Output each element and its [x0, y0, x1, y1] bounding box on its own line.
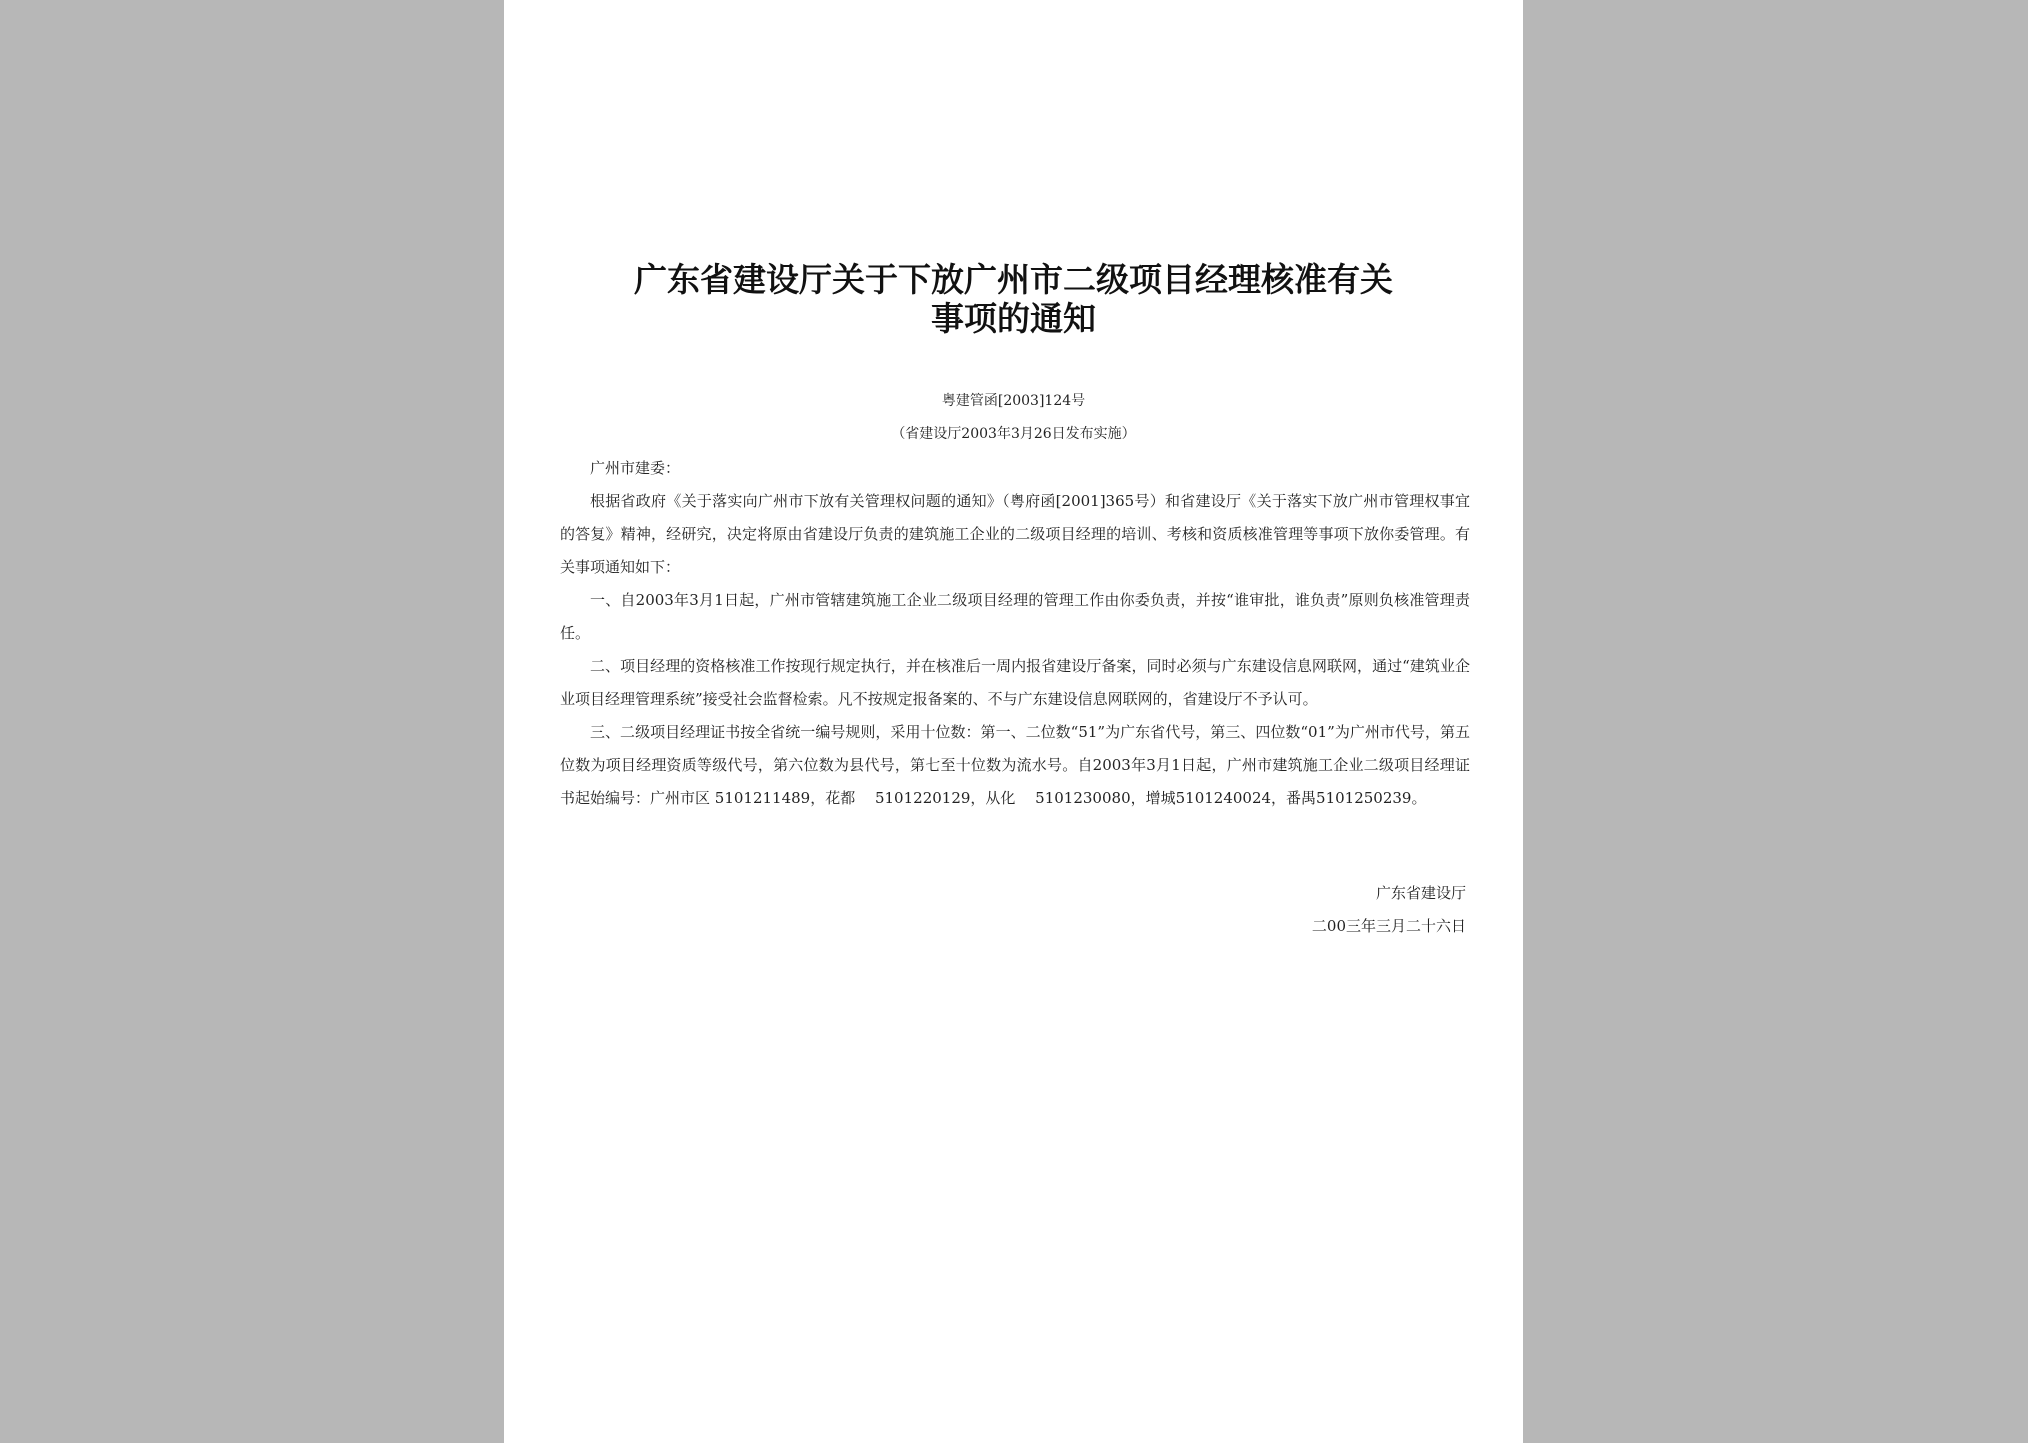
- signature-organization: 广东省建设厅: [1375, 884, 1466, 902]
- document-title: [564, 260, 1463, 338]
- title-line-2: 事项的通知: [931, 299, 1096, 338]
- document-body: [560, 452, 1470, 815]
- title-line-1: 广东省建设厅关于下放广州市二级项目经理核准有关: [634, 260, 1393, 299]
- paragraph-intro: 根据省政府《关于落实向广州市下放有关管理权问题的通知》（粤府函[2001]365号）和省建设厅《关于落实下放广州市管理权事宜的答复》精神，经研究，决定将原由省建设厅负责的建筑施工企业的二级项目经理的培训、考核和资质核准管理等事项下放你委管理。有关事项通知如下：: [560, 492, 1470, 576]
- signature-date: 二00三年三月二十六日: [1311, 917, 1466, 935]
- paragraph-item-1: 一、自2003年3月1日起，广州市管辖建筑施工企业二级项目经理的管理工作由你委负责，并按“谁审批，谁负责”原则负核准管理责任。: [560, 591, 1470, 642]
- salutation: 广州市建委：: [590, 459, 681, 477]
- paragraph-item-2: 二、项目经理的资格核准工作按现行规定执行，并在核准后一周内报省建设厅备案，同时必须与广东建设信息网联网，通过“建筑业企业项目经理管理系统”接受社会监督检索。凡不按规定报备案的、不与广东建设信息网联网的，省建设厅不予认可。: [560, 657, 1470, 708]
- document-page: [504, 0, 1523, 1443]
- effective-date-note: （省建设厅2003年3月26日发布实施）: [891, 426, 1136, 442]
- document-number: 粤建管函[2003]124号: [941, 393, 1086, 409]
- paragraph-item-3: 三、二级项目经理证书按全省统一编号规则，采用十位数：第一、二位数“51”为广东省代号，第三、四位数“01”为广州市代号，第五位数为项目经理资质等级代号，第六位数为县代号，第七至十位数为流水号。自2003年3月1日起，广州市建筑施工企业二级项目经理证书起始编号：广州市区 5101211489，花都 5101220129，从化 5101230080，增城5101240024，番禺5101250239。: [560, 723, 1470, 807]
